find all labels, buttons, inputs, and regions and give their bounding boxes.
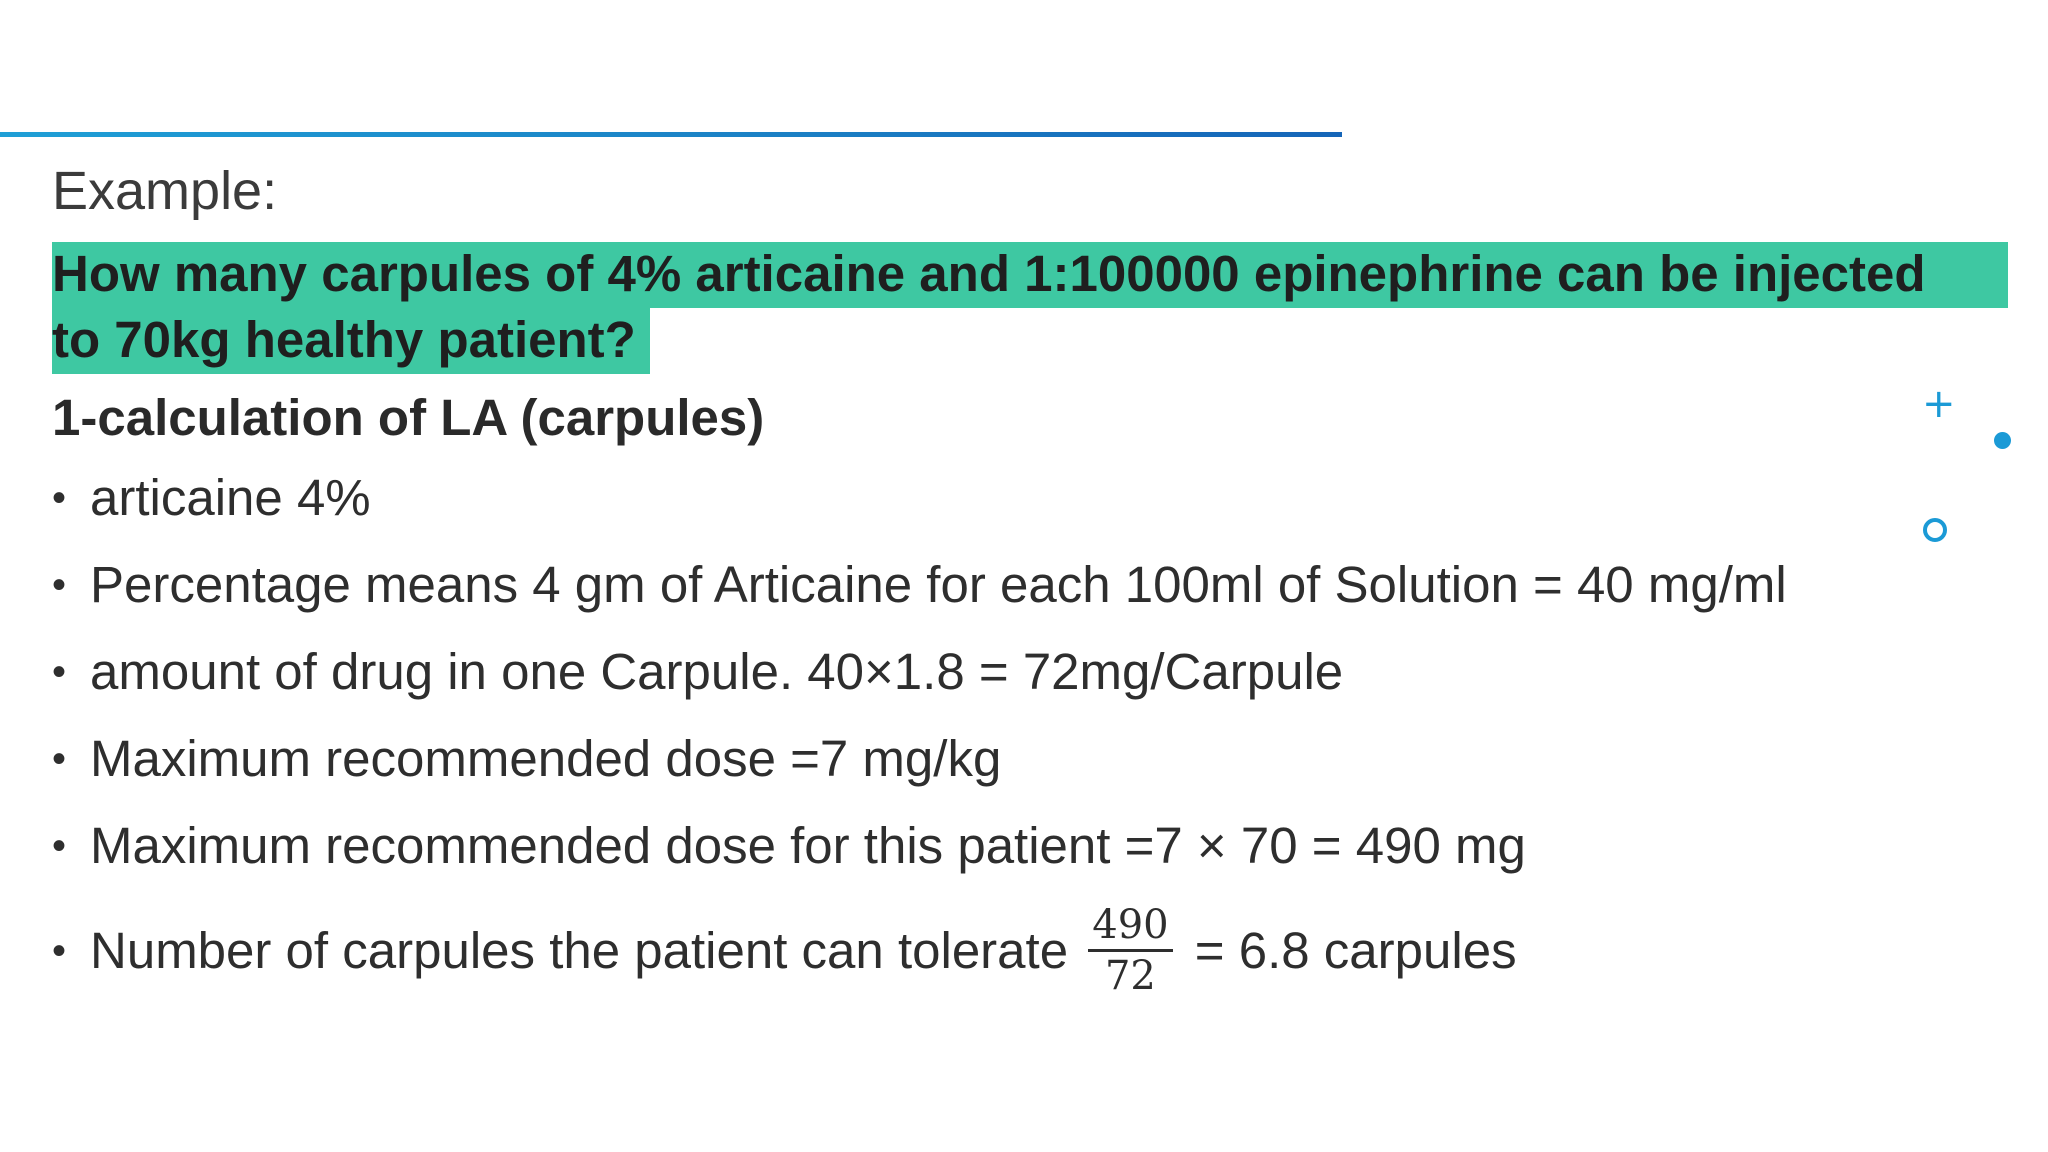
bullet-icon: • — [52, 476, 67, 520]
fraction-numerator: 490 — [1088, 903, 1172, 952]
list-item — [52, 642, 2012, 702]
slide-content — [52, 160, 2012, 1026]
bullet-icon: • — [52, 650, 67, 694]
bullet-icon: • — [52, 929, 67, 973]
list-item-text: Maximum recommended dose =7 mg/kg — [90, 730, 1002, 787]
filled-dot-icon — [1994, 432, 2011, 449]
plus-icon: + — [1922, 381, 1956, 427]
fraction — [1088, 903, 1172, 998]
bullet-icon: • — [52, 737, 67, 781]
question-line-2: to 70kg healthy patient? — [52, 308, 650, 374]
example-label: Example: — [52, 161, 278, 221]
fraction-result: = 6.8 carpules — [1194, 922, 1517, 979]
list-item — [52, 729, 2012, 789]
fraction-denominator: 72 — [1104, 953, 1156, 1000]
question-line-1: How many carpules of 4% articaine and 1:100000 epinephrine can be injected — [52, 242, 2008, 308]
title-underline-rule — [0, 132, 1342, 137]
list-item-text: Percentage means 4 gm of Articaine for each 100ml of Solution = 40 mg/ml — [90, 556, 1787, 613]
list-item-text: Number of carpules the patient can tolerate — [90, 922, 1069, 979]
list-item — [52, 903, 2012, 999]
ring-icon — [1923, 518, 1947, 542]
list-item — [52, 816, 2012, 876]
list-item-text: amount of drug in one Carpule. 40×1.8 = 72mg/Carpule — [90, 643, 1344, 700]
bullet-icon: • — [52, 563, 67, 607]
list-item-text: articaine 4% — [90, 469, 371, 526]
calculation-list — [52, 468, 2012, 999]
list-item — [52, 555, 2012, 615]
section-heading: 1-calculation of LA (carpules) — [52, 389, 765, 446]
question-text — [52, 242, 2012, 374]
bullet-icon: • — [52, 824, 67, 868]
list-item — [52, 468, 2012, 528]
list-item-text: Maximum recommended dose for this patient =7 × 70 = 490 mg — [90, 817, 1526, 874]
